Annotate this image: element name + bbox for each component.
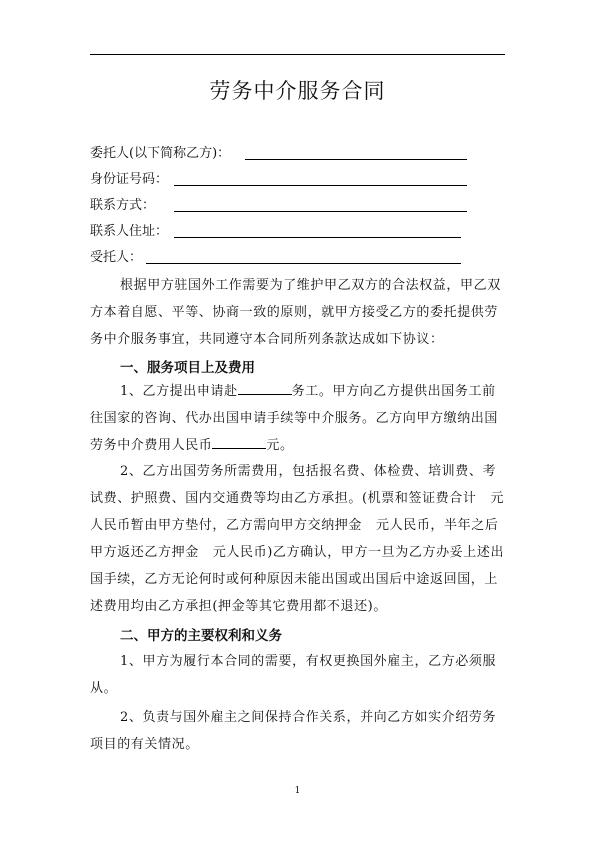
field-label: 身份证号码：: [90, 172, 169, 187]
page-number: 1: [294, 786, 301, 796]
field-contact: [90, 196, 155, 216]
section-2-heading: 二、甲方的主要权利和义务: [120, 628, 282, 644]
intro-paragraph: 根据甲方驻国外工作需要为了维护甲乙双方的合法权益，甲乙双方本着自愿、平等、协商一致的原则，就甲方接受乙方的委托提供劳务中介服务事宜，共同遵守本合同所列条款达成如下协议：: [90, 278, 501, 347]
field-label: 联系方式：: [90, 198, 156, 213]
field-principal: [90, 144, 230, 164]
field-id-number: [90, 170, 168, 190]
field-trustee: [90, 248, 142, 268]
section-2-paragraph-2: 2、负责与国外雇主之间保持合作关系，并向乙方如实介绍劳务项目的有关情况。: [90, 710, 497, 752]
text-run: 务工。甲方向乙方提供出国务工前往国家的咨询、代办出国申请手续等中介服务。乙方向甲方缴纳出国劳务中介费用人民币: [90, 384, 499, 453]
section-1-heading: 一、服务项目上及费用: [120, 360, 255, 376]
section-2-paragraph-1: 1、甲方为履行本合同的需要，有权更换国外雇主，乙方必须服从。: [90, 654, 497, 696]
text-run: 1、乙方提出申请赴: [120, 384, 238, 399]
document-title: 劳务中介服务合同: [209, 79, 386, 103]
field-address: [90, 222, 168, 242]
section-1-paragraph-1: [90, 378, 506, 459]
text-run: 元人民币暂由甲方垫付，乙方需向甲方交纳押金: [90, 491, 505, 533]
field-blank-line: [245, 159, 467, 160]
text-run: 元人民币)乙方确认，甲方一旦为乙方办妥上述出国手续，乙方无论何时或何种原因未能出国或出国后中途返回国，上述费用均由乙方承担(押金等其它费用都不退还)。: [90, 545, 505, 614]
field-blank-line: [174, 237, 461, 238]
header-rule: [90, 54, 505, 55]
field-blank-line: [174, 185, 467, 186]
field-blank-line: [146, 263, 461, 264]
text-run: 元人民币，半年之后甲方返还乙方押金: [90, 518, 499, 560]
text-run: 元。: [266, 438, 294, 453]
blank-amount: [212, 435, 266, 449]
field-label: 委托人(以下简称乙方)：: [90, 146, 231, 161]
text-run: 2、乙方出国劳务所需费用，包括报名费、体检费、培训费、考试费、护照费、国内交通费等均由乙方承担。(机票和签证费合计: [90, 464, 497, 506]
blank-destination: [238, 381, 292, 395]
section-1-paragraph-2: [90, 458, 506, 620]
field-blank-line: [174, 211, 467, 212]
field-label: 联系人住址：: [90, 224, 169, 239]
field-label: 受托人：: [90, 250, 143, 265]
